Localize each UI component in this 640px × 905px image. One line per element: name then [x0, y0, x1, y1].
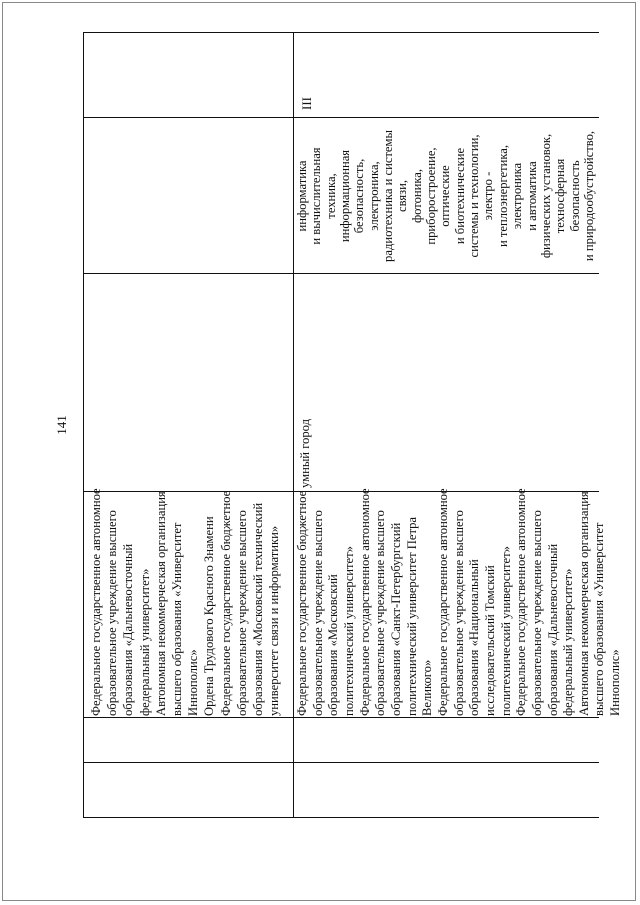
field-line: безопасность,	[352, 158, 367, 234]
row-a-organizations-cell	[88, 488, 282, 716]
org-line: исследовательский Томский	[482, 565, 497, 716]
org-line: политехнический университет»	[498, 546, 513, 716]
field-line: техносферная	[553, 158, 568, 234]
org-line: образования «Дальневосточный	[545, 543, 560, 716]
field-line: безопасность	[567, 160, 582, 232]
topic-text: умный город	[298, 419, 312, 488]
table-column-divider-2	[83, 717, 599, 718]
field-line: системы и технологии,	[467, 134, 482, 258]
table-border-top	[83, 32, 84, 818]
row-b-fields-cell	[295, 118, 596, 274]
org-line: Ордена Трудового Красного Знамени	[202, 516, 217, 716]
field-line: электроника	[510, 162, 525, 230]
org-line: университет связи и информатики»	[267, 525, 282, 716]
org-line: Великого»	[420, 659, 435, 716]
org-line: Федеральное государственное автономное	[357, 488, 372, 716]
field-line: фотоника,	[409, 168, 424, 224]
org-line: федеральный университет»	[137, 568, 152, 716]
org-line: Автономная некоммерческая организация	[576, 491, 591, 716]
org-line: Автономная некоммерческая организация	[153, 491, 168, 716]
field-line: электро -	[481, 171, 496, 221]
field-line: приборостроение,	[424, 147, 439, 245]
org-line: политехнический университет Петра	[404, 516, 419, 716]
field-line: информатика	[295, 160, 309, 232]
org-line: образования «Национальный	[467, 559, 482, 716]
row-b-topic-cell	[297, 419, 313, 488]
org-line: Иннополис»	[608, 649, 623, 716]
field-line: радиотехника и системы	[381, 130, 396, 262]
field-line: электроника,	[366, 161, 381, 231]
row-b-level-cell	[299, 97, 315, 110]
org-line: образовательное учреждение высшего	[234, 510, 249, 716]
org-line: образовательное учреждение высшего	[373, 510, 388, 716]
field-line: и вычислительная	[309, 147, 324, 245]
table-border-right	[83, 32, 599, 33]
field-line: техника,	[323, 173, 338, 219]
org-line: образовательное учреждение высшего	[310, 510, 325, 716]
org-line: Иннополис»	[186, 649, 201, 716]
org-line: образовательное учреждение высшего	[105, 510, 120, 716]
table-row-divider	[293, 32, 294, 818]
org-line: образовательное учреждение высшего	[529, 510, 544, 716]
field-line: связи,	[395, 179, 410, 213]
org-line: высшего образования «Университет	[170, 522, 185, 716]
org-line: образования «Санкт-Петербургский	[388, 522, 403, 716]
field-line: и теплоэнергетика,	[495, 145, 510, 247]
field-line: и автоматика	[524, 161, 539, 231]
row-b-organizations-cell	[295, 488, 624, 716]
page-number: 141	[54, 415, 69, 435]
org-line: Федеральное государственное автономное	[435, 488, 450, 716]
org-line: образования «Московский технический	[251, 502, 266, 716]
field-line: и природообустройство,	[581, 130, 596, 262]
field-line: и биотехнические	[452, 147, 467, 245]
org-line: Федеральное государственное автономное	[89, 488, 103, 716]
rotated-table-page	[40, 32, 623, 818]
org-line: образования «Дальневосточный	[121, 543, 136, 716]
org-line: политехнический университет»	[341, 546, 356, 716]
field-line: физических установок,	[538, 133, 553, 259]
org-line: Федеральное государственное бюджетное	[218, 490, 233, 716]
table-column-divider-1	[83, 762, 599, 763]
field-line: информационная	[338, 149, 353, 243]
field-line: оптические	[438, 165, 453, 227]
org-line: Федеральное государственное автономное	[514, 488, 529, 716]
level-text: III	[299, 97, 314, 110]
org-line: федеральный университет»	[561, 568, 576, 716]
org-line: образования «Московский	[326, 574, 341, 716]
org-line: образовательное учреждение высшего	[451, 510, 466, 716]
table-border-left	[83, 817, 599, 818]
org-line: высшего образования «Университет	[592, 522, 607, 716]
org-line: Федеральное государственное бюджетное	[295, 490, 309, 716]
